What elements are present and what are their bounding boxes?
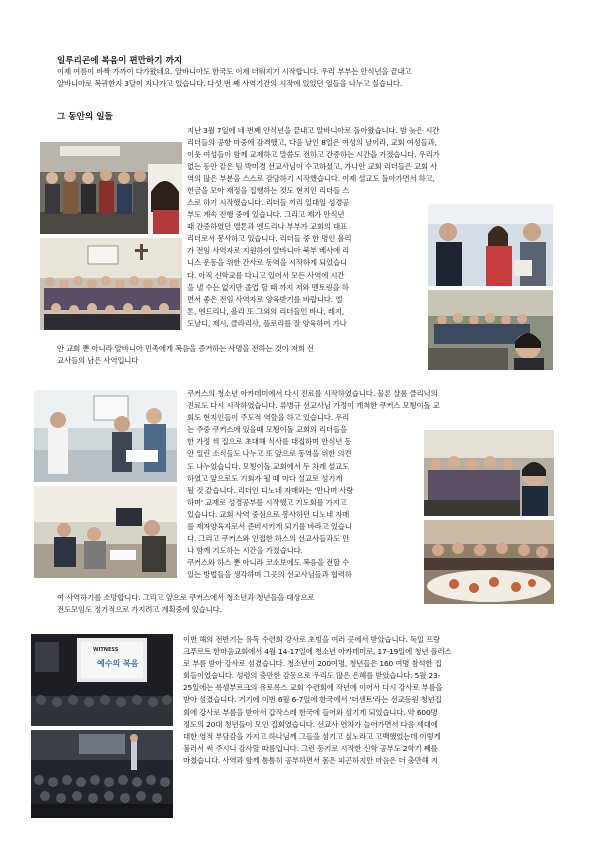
photo-airport-welcome: [40, 142, 182, 234]
text-line: 한 가정 씩 집으로 초대해 식사를 대접하며 안식년 동: [187, 437, 352, 447]
paragraph-homecoming-tail: [57, 343, 314, 367]
text-line: 톤, 엔드리나, 욜리 또 그외의 리더들인 바나, 레지,: [187, 306, 344, 316]
text-line: 지난 3월 7일에 네 번째 안식년을 끝내고 알바니아로 돌아왔습니다. 밤 늦은 시간: [187, 126, 440, 135]
photo-kukes-church: [424, 430, 554, 516]
text-line: 될 것 같습니다. 리더인 디노네 자매와는 '만나며 사랑: [187, 485, 354, 495]
photo-leaders-selfie: [428, 290, 553, 370]
text-line: 불러서 써 주시니 감사할 따름입니다. 그런 동기로 시작한 신학 공부도 2학기 째를: [183, 743, 438, 753]
photo-conference-stage: [31, 634, 173, 726]
text-line: 다. 아직 신학교를 다니고 있어서 모든 사역에 시간: [187, 270, 345, 280]
text-line: 교사들의 남은 사역입니다: [57, 356, 139, 366]
text-line: 25일에는 룩셈부르크의 유로록스 교회 수련회에 작년에 이어서 다시 강사로 부름을: [183, 683, 443, 693]
text-line: 정도의 20대 청년들이 모인 집회였습니다. 선교사 연차가 늘어가면서 다음 세대에: [183, 719, 438, 729]
text-line: 로 부름 받아 강사로 섬겼습니다. 청소년이 200여명, 청년들은 160 여명 참석한 집: [183, 659, 442, 669]
text-line: 가 전임 사역자로 지원하여 알바니아 북부 베사에 리: [187, 246, 350, 256]
text-line: 여 사역하기를 소망합니다. 그리고 앞으로 쿠커스에서 청소년과 청년들을 대상으로: [57, 593, 315, 602]
text-line: 이번 해의 전반기는 유독 수련회 강사로 초빙을 여러 곳에서 받았습니다. 독일 프랑: [183, 635, 441, 644]
text-line: 안 교회 뿐 아니라 알바니아 민족에게 복음을 증거하는 사명을 전하는 것이 저희 선: [57, 344, 315, 353]
paragraph-kukes-tail: [57, 592, 314, 616]
text-line: 있습니다. 교회 사역 중심으로 봉사하던 디노네 자매: [187, 509, 350, 519]
text-line: 알바니아로 복귀한지 3달이 지나가고 있습니다. 다섯 번 째 사역기간의 시작에 있었던 일들을 나누고 싶습니다.: [57, 79, 403, 89]
text-line: 때 간증하였던 엘톤과 엔드리나 부부가 교회의 대표: [187, 222, 347, 232]
page-title: 일루리곤에 복음이 편만하기 까지: [57, 56, 183, 66]
photo-womens-day: [40, 238, 182, 330]
photo-leaders-portrait: [428, 204, 553, 286]
text-line: 대한 영적 부담감을 가지고 하나님께 그들을 섬기고 싶노라고 고백했었는데 이렇게: [183, 731, 441, 741]
text-line: 회도 현지인들이 주도적 역할을 하고 있습니다. 우리: [187, 413, 350, 423]
text-line: 회에 강사로 부름을 받아서 갑작스레 한국에 들어와 섬기게 되었습니다. 약 600명: [183, 707, 438, 717]
paragraph-retreats: [183, 634, 452, 767]
paragraph-homecoming-top: [187, 125, 440, 198]
photo-shared-meal: [424, 520, 554, 604]
paragraph-homecoming-middle: [187, 197, 351, 330]
text-line: 도날디, 제시, 클라리사, 플로리를 잘 양육하여 가나: [187, 318, 347, 328]
text-line: 마쳤습니다. 사역과 함께 틈틈히 공부하면서 몸은 피곤하지만 마음은 더 충만해 지: [183, 755, 438, 765]
text-line: 회들이었습니다. 성령의 충만한 감동으로 우리도 많은 은혜를 받았습니다. 5월 23-: [183, 671, 441, 681]
text-line: 니스 운동을 위한 간사로 동역을 시작하게 되었습니: [187, 258, 347, 268]
text-line: 전도모임도 정기적으로 가지려고 계획중에 있습니다.: [57, 605, 222, 615]
text-line: 받아 섬겼습니다. 거기에 이번 6월 6-7일에 한국에서 '더센트'라는 선교동원 청년집: [183, 695, 442, 705]
text-line: 스로 하기 시작했습니다. 리더들 끼리 일대일 성경공: [187, 198, 350, 207]
text-line: 다. 그리고 쿠커스와 인접한 하스의 선교사들과도 만: [187, 534, 350, 544]
photo-youth-retreat: [31, 730, 173, 818]
text-line: 는 주중 쿠커스에 있을때 모툉이돌 교회의 리더들을: [187, 425, 347, 435]
text-line: 나 함께 기도하는 시간을 가졌습니다.: [187, 546, 303, 556]
text-line: 부도 계속 진행 중에 있습니다. 그리고 제가 안식년: [187, 210, 345, 220]
text-line: 있는 방법들을 생각하며 그곳의 선교사님들과 협력하: [187, 570, 352, 580]
paragraph-kukes: [187, 388, 440, 582]
photo-clinic: [34, 390, 177, 482]
text-line: 안 밀린 소식들도 나누고 또 앞으로 동역을 위한 의견: [187, 449, 352, 459]
text-line: 이웃 여성들이 함께 교제하고 말씀도 전하고 간증하는 시간을 가졌습니다. 우리가: [187, 150, 440, 160]
text-line: 를 제자양육자로서 준비시키게 되기를 바라고 있습니: [187, 522, 352, 532]
intro-paragraph: [57, 66, 412, 90]
text-line: 없는 동안 같은 팀 박미경 선교사님이 수고하셨고, 가나안 교회 리더들은 교회 사: [187, 162, 438, 172]
text-line: 역의 많은 부분을 스스로 감당하기 시작했습니다. 이제 설교도 돌아가면서 하고,: [187, 174, 435, 184]
text-line: 쿠커스와 하스 뿐 아니라 코소보에도 복음을 전할 수: [187, 558, 350, 568]
text-line: 진료도 다시 시작하였습니다. 류병규 선교사님 가정이 개척한 쿠커스 모툉이돌 교: [187, 401, 440, 411]
section-title: 그 동안의 일들: [57, 112, 113, 122]
text-line: 리더로서 봉사하고 있습니다. 리더들 중 한 명인 욜리: [187, 234, 352, 244]
text-line: 하며' 교재로 성경공부를 시작했고 기도회를 가지고: [187, 497, 347, 507]
text-line: 쿠커스의 청소년 아카데미에서 다시 진료를 시작하였습니다. 물론 샬롬 클리닉의: [187, 389, 438, 398]
text-line: 크푸르트 한마음교회에서 4월 14-17일에 청소년 아카데미로, 17-19일에 청년 플러스: [183, 647, 452, 657]
stage-banner-big-text: 예수의 복음: [97, 659, 139, 668]
text-line: 헌금을 모아 재정을 집행하는 것도 현지인 리더들 스: [187, 186, 350, 196]
stage-banner-small-text: WITNESS: [93, 647, 119, 653]
text-line: 이제 여름이 바짝 가까이 다가왔네요. 알바니아도 한국도 이제 더워지기 시작합니다. 우리 부부는 안식년을 끝내고: [57, 67, 412, 76]
text-line: 리더들의 공항 마중에 감격했고, 다음 날인 8일은 여성의 날이라, 교회 여성들과,: [187, 138, 437, 148]
text-line: 을 낼 수는 없지만 졸업 할 때 까지 저와 멘토링을 하: [187, 282, 349, 292]
photo-bible-study: [34, 486, 177, 578]
text-line: 도 나누었습니다. 모툉이돌 교회에서 두 차례 설교도: [187, 461, 350, 471]
text-line: 면서 좋은 전임 사역자로 양육받기를 바랍니다. 엘: [187, 294, 343, 304]
text-line: 하였고 앞으로도 기회가 될 때 마다 설교로 섬기게: [187, 473, 343, 483]
